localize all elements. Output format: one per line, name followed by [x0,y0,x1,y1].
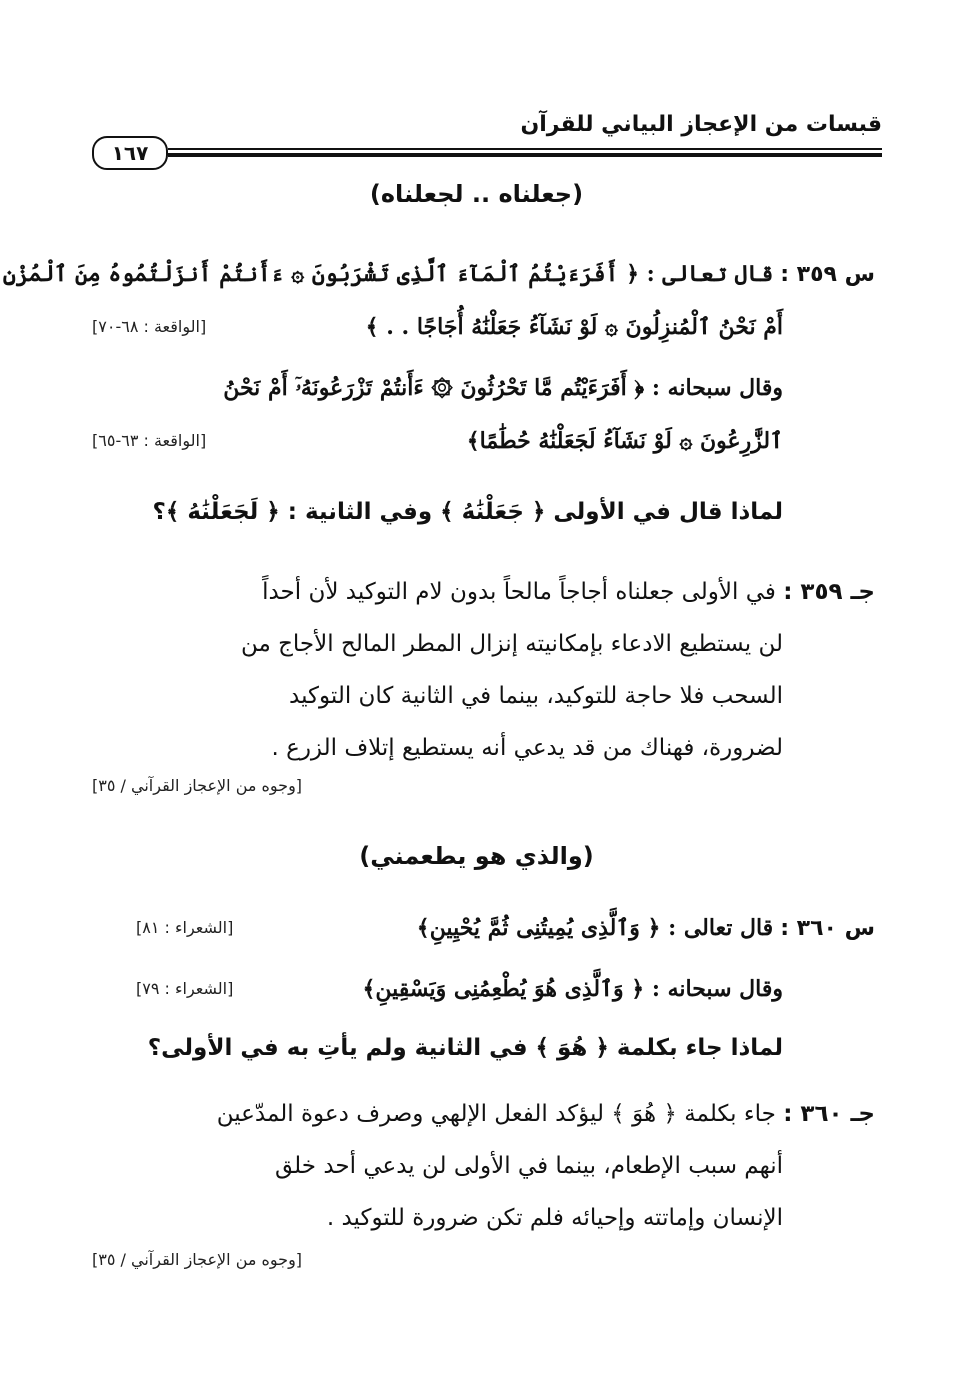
question-line [92,963,875,1016]
verse-text: أَمْ نَحْنُ ٱلْمُنزِلُونَ ۞ لَوْ نَشَآءُ جَعَلْنَٰهُ أُجَاجًا . . ﴾ [365,314,783,340]
verse-reference: [الشعراء : ٧٩] [136,979,234,998]
running-title: قبسات من الإعجاز البياني للقرآن [520,112,882,137]
verse-reference: [الواقعة : ٦٨-٧٠] [92,317,207,336]
answer-line: أنهم سبب الإطعام، بينما في الأولى لن يدعي أحد خلق [275,1153,783,1179]
answer-text: في الأولى جعلناه أجاجاً مالحاً بدون لام التوكيد لأن أحداً [262,579,776,605]
source-citation: [وجوه من الإعجاز القرآني / ٣٥] [92,776,303,795]
question-text: لماذا قال في الأولى ﴿ جَعَلْنَٰهُ ﴾ وفي الثانية : ﴿ لَجَعَلْنَٰهُ ﴾؟ [152,499,783,525]
question-line [92,301,875,354]
question-359 [2,248,875,538]
answer-label: جـ ٣٦٠ : [783,1101,875,1127]
header-rule-thick [168,153,882,157]
page-header [92,112,882,165]
page-number: ١٦٧ [92,136,168,170]
answer-line: السحب فلا حاجة للتوكيد، بينما في الثانية كان التوكيد [289,683,783,709]
question-360 [92,902,875,1074]
verse-reference: [الواقعة : ٦٣-٦٥] [92,431,207,450]
answer-line: لن يستطيع الادعاء بإمكانيته إنزال المطر المالح الأجاج من [240,631,783,657]
verse-text: ٱلزَّٰرِعُونَ ۞ لَوْ نَشَآءُ لَجَعَلْنَٰهُ حُطَٰمًا﴾ [466,428,783,454]
verse-text: قال تعالى : ﴿ وَٱلَّذِى يُمِيتُنِى ثُمَّ يُحْيِينِ﴾ [416,915,774,941]
verse-reference: [الشعراء : ٨١] [136,918,234,937]
verse-text: وقال سبحانه : ﴿ وَٱلَّذِى هُوَ يُطْعِمُنِى وَيَسْقِينِ﴾ [362,976,783,1002]
question-line [92,902,875,955]
answer-359 [92,566,875,774]
question-label: س ٣٦٠ : [780,916,875,941]
question-line [92,415,875,468]
question-label: س ٣٥٩ : [780,262,875,287]
question-text: لماذا جاء بكلمة ﴿ هُوَ ﴾ في الثانية ولم يأتِ به في الأولى؟ [147,1035,783,1061]
question-line [2,248,875,301]
answer-line [92,1088,875,1140]
answer-line: الإنسان وإماتته وإحيائه فلم تكن ضرورة للتوكيد . [326,1205,783,1231]
answer-line [92,566,875,618]
answer-line: لضرورة، فهناك من قد يدعي أنه يستطيع إتلاف الزرع . [271,735,783,761]
header-rule [168,148,882,150]
section-title-2: (والذي هو يطعمني) [359,842,594,870]
source-citation: [وجوه من الإعجاز القرآني / ٣٥] [92,1250,303,1269]
answer-360 [92,1088,875,1244]
verse-text: قال تعالى : ﴿ أَفَرَءَيْتُمُ ٱلْمَآءَ ٱلَّذِى تَشْرَبُونَ ۞ ءَأَنتُمْ أَنزَلْتُمُوهُ مِنَ ٱلْمُزْنِ [2,261,774,287]
question-line [92,362,875,415]
answer-text: جاء بكلمة ﴿ هُوَ ﴾ ليؤكد الفعل الإلهي وصرف دعوة المدّعين [216,1101,776,1127]
answer-label: جـ ٣٥٩ : [783,579,875,605]
section-title-1: (جعلناه .. لجعلناه) [369,180,584,208]
verse-text: وقال سبحانه : ﴿ أَفَرَءَيْتُم مَّا تَحْرُثُونَ ۞ ءَأَنتُمْ تَزْرَعُونَهُۥٓ أَمْ نَحْنُ [223,375,783,401]
